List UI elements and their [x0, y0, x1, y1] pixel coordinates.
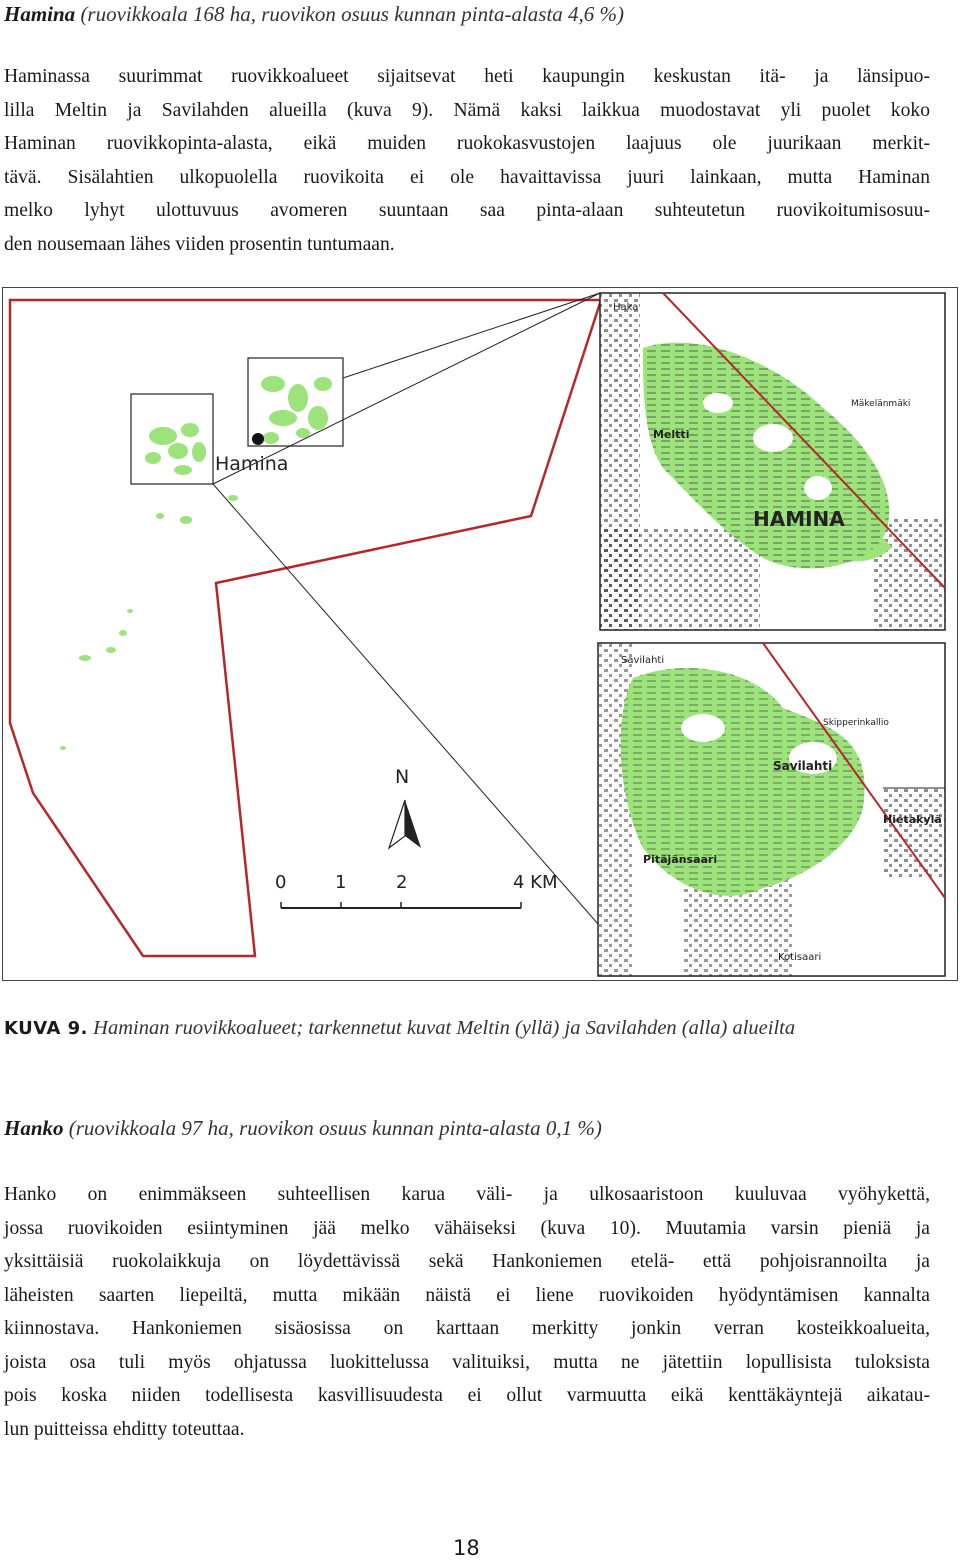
paragraph-line: melko lyhyt ulottuvuus avomeren suuntaan saa pinta-alaan suhteutetun ruovikoitumisosuu-	[4, 200, 930, 221]
figure-caption	[4, 1017, 795, 1040]
scale-bar	[275, 872, 558, 908]
scale-label: 0	[275, 872, 287, 893]
inset-label: HAMINA	[753, 507, 845, 531]
paragraph-line: läheisten saarten liepeiltä, mutta mikään näistä ei liene ruovikoiden hyödyntämisen kannalta	[4, 1284, 930, 1306]
inset-label: Meltti	[653, 428, 690, 441]
paragraph-line: tävä. Sisälahtien ulkopuolella ruovikoita ei ole havaittavissa juuri lainkaan, mutta Haminan	[4, 166, 930, 188]
paragraph-line: kiinnostava. Hankoniemen sisäosissa on karttaan merkitty jonkin verran kosteikkoalueita,	[4, 1318, 930, 1339]
caption-label: KUVA 9.	[4, 1018, 89, 1039]
paragraph-line: pois koska niiden todellisesta kasvillisuudesta ei ollut varmuutta eikä kenttäkäyntejä aikatau-	[4, 1385, 930, 1406]
paragraph-line: lilla Meltin ja Savilahden alueilla (kuva 9). Nämä kaksi laikkua muodostavat yli puolet koko	[4, 99, 930, 121]
inset-label: Pitäjänsaari	[643, 853, 718, 866]
paragraph-line: yksittäisiä ruokolaikkuja on löydettävissä sekä Hankoniemen etelä- että pohjoisrannoilta ja	[4, 1251, 930, 1272]
scale-label: 4 KM	[513, 872, 558, 893]
north-arrow-icon	[389, 766, 421, 848]
inset-label: Hietakylä	[883, 813, 942, 826]
inset-label: Savilahti	[773, 759, 833, 773]
leader-line	[343, 293, 600, 378]
city-marker	[252, 433, 264, 445]
hamina-subtitle: (ruovikkoala 168 ha, ruovikon osuus kunnan pinta-alasta 4,6 %)	[75, 2, 625, 26]
inset-label: Mäkelänmäki	[851, 399, 911, 409]
main-map-label: Hamina	[215, 453, 289, 475]
hanko-heading	[4, 1116, 602, 1141]
north-label: N	[395, 766, 410, 788]
paragraph-line: Hanko on enimmäkseen suhteellisen karua väli- ja ulkosaaristoon kuuluvaa vyöhykettä,	[4, 1184, 930, 1205]
paragraph-line: joista osa tuli myös ohjatussa luokittelussa valituiksi, mutta ne jätettiin lopullisista tuloksista	[4, 1351, 930, 1373]
scale-label: 2	[396, 872, 408, 893]
map-figure	[2, 287, 958, 981]
inset-label: Haka	[613, 302, 639, 313]
scale-label: 1	[335, 872, 347, 893]
caption-text: Haminan ruovikkoalueet; tarkennetut kuvat Meltin (yllä) ja Savilahden (alla) alueilta	[88, 1017, 796, 1039]
paragraph-line: Haminassa suurimmat ruovikkoalueet sijaitsevat heti kaupungin keskustan itä- ja länsipuo-	[4, 66, 930, 87]
inset-label: Kotisaari	[778, 952, 822, 963]
reed-patches	[60, 376, 332, 750]
hamina-paragraph	[4, 60, 930, 261]
inset-label: Skipperinkallio	[823, 718, 889, 728]
paragraph-line: jossa ruovikoiden esiintyminen jää melko vähäiseksi (kuva 10). Muutamia varsin pieniä ja	[4, 1217, 930, 1239]
page-number: 18	[453, 1536, 480, 1560]
paragraph-line: den nousemaan lähes viiden prosentin tuntumaan.	[4, 233, 395, 255]
hamina-heading	[4, 2, 624, 27]
map-svg	[3, 288, 957, 980]
inset-label: Savilahti	[621, 655, 665, 666]
inset-top	[600, 293, 945, 630]
paragraph-line: Haminan ruovikkopinta-alasta, eikä muiden ruokokasvustojen laajuus ole juurikaan merkit-	[4, 133, 930, 154]
hamina-title: Hamina	[4, 2, 76, 26]
paragraph-line: lun puitteissa ehditty toteuttaa.	[4, 1418, 245, 1440]
hanko-subtitle: (ruovikkoala 97 ha, ruovikon osuus kunnan pinta-alasta 0,1 %)	[63, 1116, 602, 1140]
leader-line	[213, 484, 598, 924]
hanko-title: Hanko	[4, 1116, 64, 1140]
hanko-paragraph	[4, 1178, 930, 1446]
inset-bottom	[598, 643, 945, 976]
